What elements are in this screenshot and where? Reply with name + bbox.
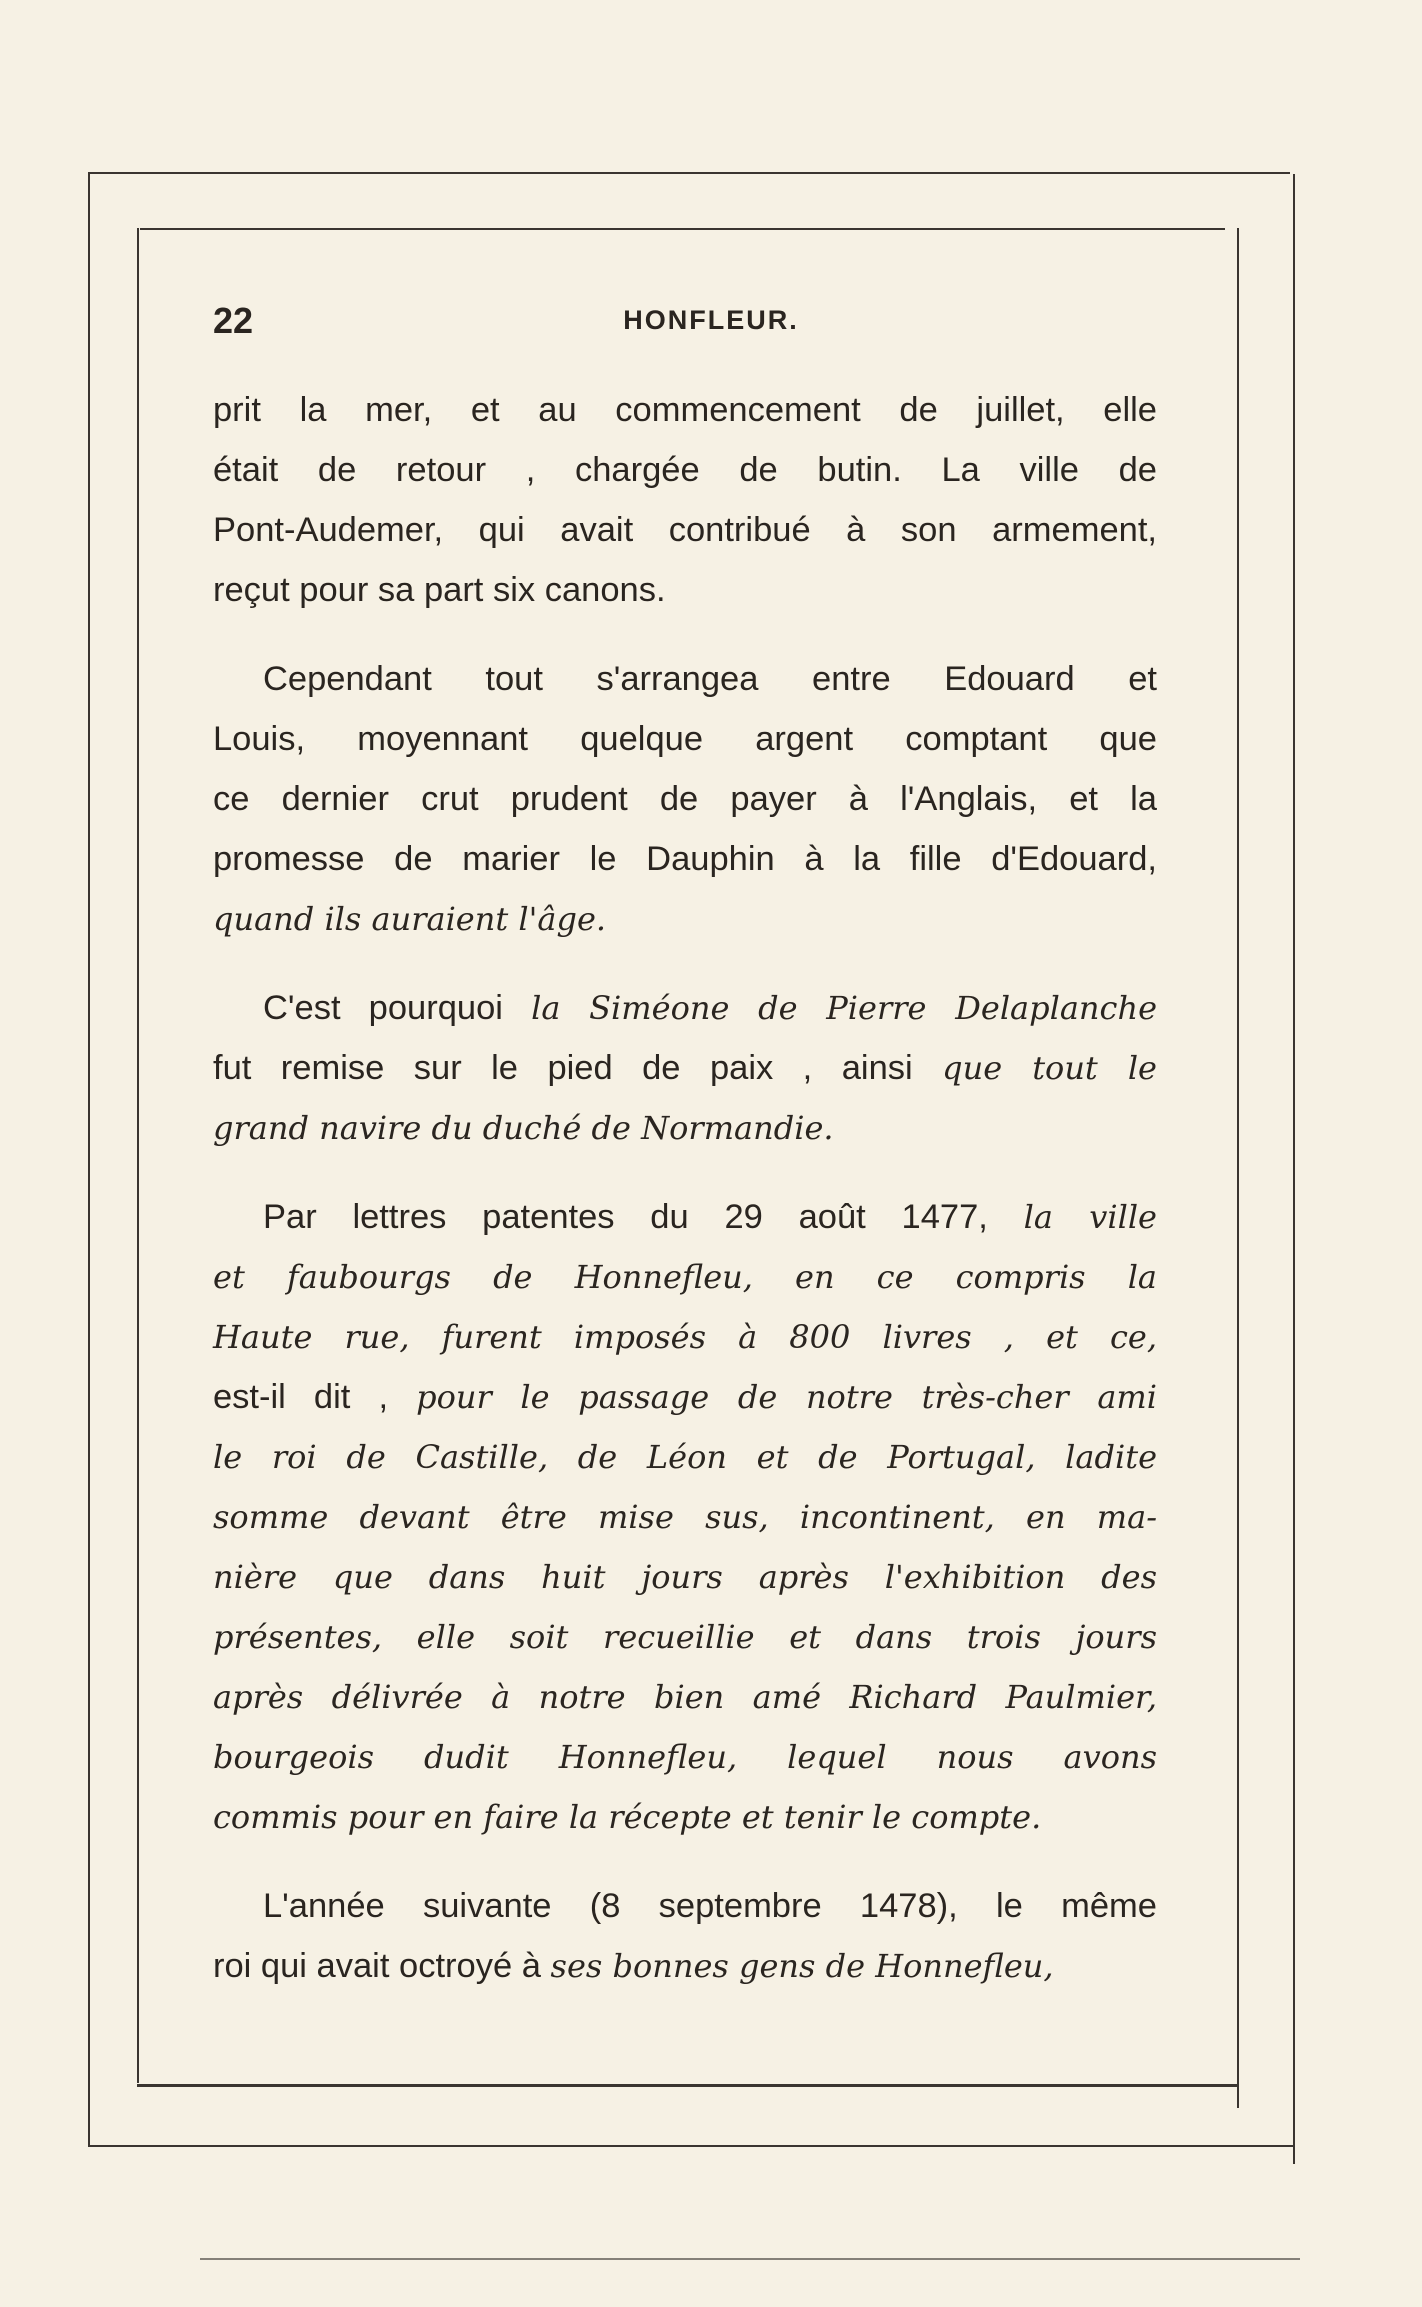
text-line-italic: somme devant être mise sus, incontinent, en ma- [213,1498,1157,1536]
text-line-italic: présentes, elle soit recueillie et dans trois jours [213,1618,1157,1656]
body-text [213,380,1157,2025]
text-line [213,978,1157,1038]
text-line-italic: commis pour en faire la récepte et tenir le compte. [213,1798,1042,1836]
inner-left-rule [137,228,139,2083]
italic-segment: la ville [1023,1198,1157,1236]
text-line [213,1367,1157,1427]
page-number: 22 [213,300,254,341]
italic-segment: que tout le [942,1049,1157,1087]
inner-bottom-rule [137,2084,1237,2087]
text-line [213,1038,1157,1098]
outer-top-rule [90,172,1290,174]
text-line [213,1936,1157,1996]
text-segment: fut remise sur le pied de paix , ainsi [213,1049,943,1087]
text-line-italic: le roi de Castille, de Léon et de Portugal, ladite [213,1438,1157,1476]
text-line: ce dernier crut prudent de payer à l'Anglais, et la [213,780,1157,818]
text-line-italic: nière que dans huit jours après l'exhibition des [213,1558,1157,1596]
paragraph-3 [213,978,1157,1158]
text-segment: Par lettres patentes du 29 août 1477, [263,1198,1024,1236]
text-line: Louis, moyennant quelque argent comptant que [213,720,1157,758]
text-line-italic: grand navire du duché de Normandie. [213,1109,834,1147]
paragraph-2 [213,649,1157,949]
text-line: Cependant tout s'arrangea entre Edouard et [263,660,1157,698]
inner-top-rule [140,228,1225,230]
paragraph-4 [213,1187,1157,1847]
text-line: promesse de marier le Dauphin à la fille d'Edouard, [213,840,1157,878]
text-segment: roi qui avait octroyé à [213,1947,551,1985]
text-line [213,1187,1157,1247]
text-line-italic: Haute rue, furent imposés à 800 livres , et ce, [213,1318,1157,1356]
paragraph-5 [213,1876,1157,1996]
outer-left-rule [88,172,90,2147]
italic-segment: ses bonnes gens de Honnefleu, [550,1947,1054,1985]
text-line-italic: bourgeois dudit Honnefleu, lequel nous avons [213,1738,1157,1776]
inner-right-rule [1237,228,1239,2108]
text-line-italic: après délivrée à notre bien amé Richard Paulmier, [213,1678,1157,1716]
italic-segment: pour le passage de notre très-cher ami [416,1378,1157,1416]
paragraph-1 [213,380,1157,620]
text-segment: C'est pourquoi [263,989,532,1027]
text-line: L'année suivante (8 septembre 1478), le même [263,1887,1157,1925]
text-line-italic: quand ils auraient l'âge. [213,900,607,938]
italic-segment: la Siméone de Pierre Delaplanche [531,989,1157,1027]
bottom-edge-rule [200,2258,1300,2260]
running-title: HONFLEUR. [623,305,799,335]
text-line: Pont-Audemer, qui avait contribué à son armement, [213,511,1157,549]
outer-bottom-rule [88,2145,1293,2147]
text-line: était de retour , chargée de butin. La ville de [213,451,1157,489]
outer-right-rule [1293,174,1295,2164]
text-segment: est-il dit , [213,1378,417,1416]
page-header [0,300,1422,350]
text-line: reçut pour sa part six canons. [213,571,666,609]
text-line: prit la mer, et au commencement de juillet, elle [213,391,1157,429]
text-line-italic: et faubourgs de Honnefleu, en ce compris la [213,1258,1157,1296]
